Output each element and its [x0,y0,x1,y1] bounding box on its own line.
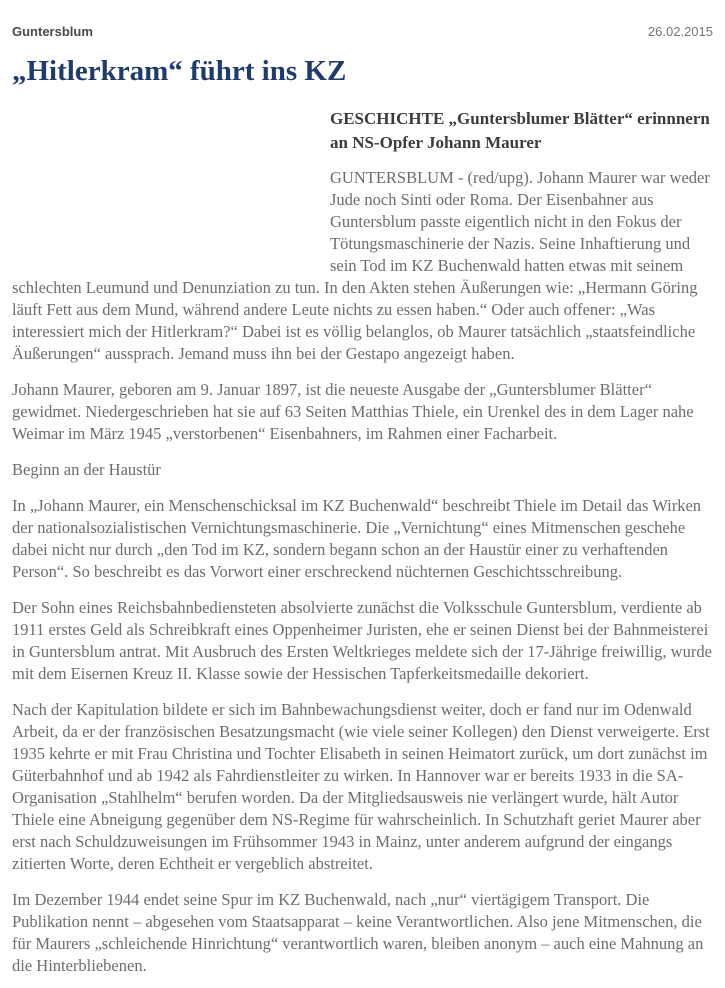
section-subheading: Beginn an der Haustür [12,460,161,479]
body-paragraph-2: In „Johann Maurer, ein Menschenschicksal im KZ Buchenwald“ beschreibt Thiele im Detail das Wirken der nationalsozialistischen Vernichtungsmaschinerie. Die „Vernichtung“ eines Mitmenschen geschehe dabei nicht nur durch „den Tod im KZ, sondern begann schon an der Haustür einer zu verhaftenden Person“. So beschreibt es das Vorwort einer erschreckend nüchternen Geschichtsschreibung. [12,496,702,581]
lead-paragraph: GUNTERSBLUM - (red/upg). Johann Maurer war weder Jude noch Sinti oder Roma. Der Eisenbahner aus Guntersblum passte eigentlich nicht in den Fokus der Tötungsmaschinerie der Nazis. Seine Inhaftierung und sein Tod im KZ Buchenwald hatten etwas mit seinem schlechten Leumund und Denunziation zu tun. In den Akten stehen Äußerungen wie: „Hermann Göring läuft Fett aus dem Mund, während andere Leute nichts zu essen haben.“ Oder auch offener: „Was interessiert mich der Hitlerkram?“ Dabei ist es völlig belanglos, ob Maurer tatsächlich „staatsfeindliche Äußerungen“ aussprach. Jemand muss ihn bei der Gestapo angezeigt haben. [12,168,710,363]
top-meta-bar [12,24,713,39]
article-body [12,107,713,977]
publication-date: 26.02.2015 [647,24,713,39]
article-title: „Hitlerkram“ führt ins KZ [12,55,347,87]
article-image-placeholder [12,107,330,265]
body-paragraph-3: Der Sohn eines Reichsbahnbediensteten absolvierte zunächst die Volksschule Guntersblum, verdiente ab 1911 erstes Geld als Schreibkraft eines Oppenheimer Juristen, ehe er seinen Dienst bei der Bahnmeisterei in Guntersblum antrat. Mit Ausbruch des Ersten Weltkrieges meldete sich der 17-Jährige freiwillig, wurde mit dem Eisernen Kreuz II. Klasse sowie der Hessischen Tapferkeitsmedaille dekoriert. [12,598,712,683]
article-kicker: GESCHICHTE „Guntersblumer Blätter“ erinnnern an NS-Opfer Johann Maurer [330,109,710,152]
site-label: Guntersblum [12,24,93,39]
body-paragraph-4: Nach der Kapitulation bildete er sich im Bahnbewachungsdienst weiter, doch er fand nur im Odenwald Arbeit, da er der französischen Besatzungsmacht (wie viele seiner Kollegen) den Dienst verweigerte. Erst 1935 kehrte er mit Frau Christina und Tochter Elisabeth in seinen Heimatort zurück, um dort zunächst im Güterbahnhof und ab 1942 als Fahrdienstleiter zu wirken. In Hannover war er bereits 1933 in die SA-Organisation „Stahlhelm“ berufen worden. Da der Mitgliedsausweis nie verlängert wurde, hält Autor Thiele eine Abneigung gegenüber dem NS-Regime für wahrscheinlich. In Schutzhaft geriet Maurer aber erst nach Schuldzuweisungen im Frühsommer 1943 in Mainz, unter anderem aufgrund der eingangs zitierten Worte, deren Echtheit er vergeblich abstreitet. [12,700,710,873]
body-paragraph-5: Im Dezember 1944 endet seine Spur im KZ Buchenwald, nach „nur“ viertägigem Transport. Die Publikation nennt – abgesehen vom Staatsapparat – keine Verantwortlichen. Also jene Mitmenschen, die für Maurers „schleichende Hinrichtung“ verantwortlich waren, bleiben anonym – auch eine Mahnung an die Hinterbliebenen. [12,890,704,975]
body-paragraph-1: Johann Maurer, geboren am 9. Januar 1897, ist die neueste Ausgabe der „Guntersblumer Blätter“ gewidmet. Niedergeschrieben hat sie auf 63 Seiten Matthias Thiele, ein Urenkel des in dem Lager nahe Weimar im März 1945 „verstorbenen“ Eisenbahners, im Rahmen einer Facharbeit. [12,380,694,443]
